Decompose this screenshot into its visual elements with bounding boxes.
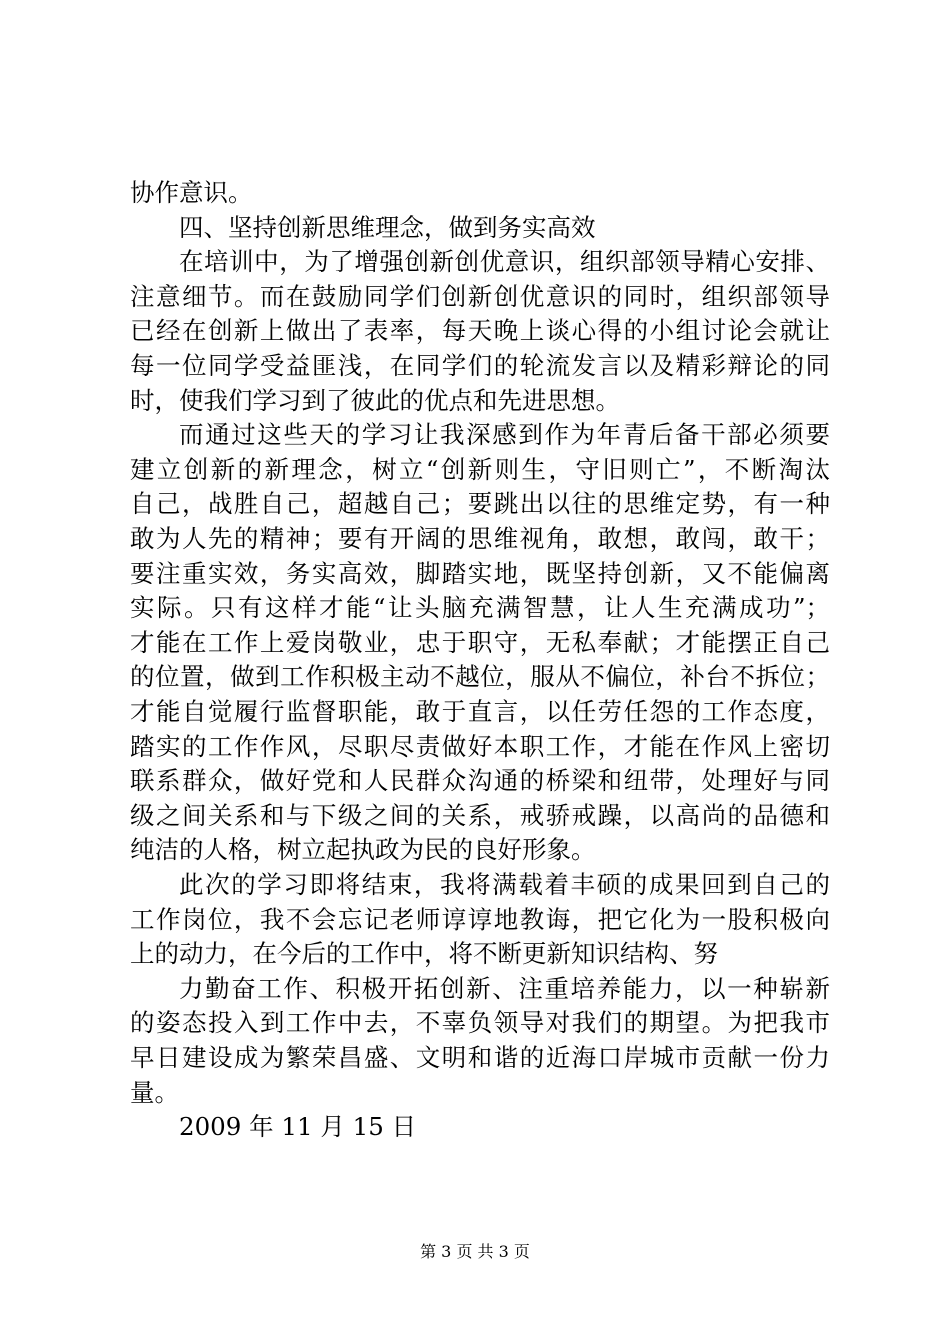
text-line: 才能在工作上爱岗敬业，忠于职守，无私奉献；才能摆正自己	[130, 627, 830, 657]
text-line: 协作意识。	[130, 178, 253, 207]
text-line: 才能自觉履行监督职能，敢于直言，以任劳任怨的工作态度，	[130, 697, 830, 726]
text-line: 建立创新的新理念，树立“创新则生，守旧则亡”，不断淘汰	[130, 454, 830, 484]
text-line: 的位置，做到工作积极主动不越位，服从不偏位，补台不拆位；	[130, 662, 830, 692]
text-line: 联系群众，做好党和人民群众沟通的桥梁和纽带，处理好与同	[130, 766, 830, 796]
text-line: 2009 年 11 月 15 日	[179, 1112, 417, 1142]
text-line: 注意细节。而在鼓励同学们创新创优意识的同时，组织部领导	[130, 281, 830, 311]
text-line: 自己，战胜自己，超越自己；要跳出以往的思维定势，有一种	[130, 489, 830, 519]
text-line: 上的动力，在今后的工作中，将不断更新知识结构、努	[130, 939, 718, 969]
text-line: 而通过这些天的学习让我深感到作为年青后备干部必须要	[179, 420, 830, 450]
text-line: 在培训中，为了增强创新创优意识，组织部领导精心安排、	[179, 247, 830, 277]
text-line: 要注重实效，务实高效，脚踏实地，既坚持创新，又不能偏离	[130, 558, 830, 588]
text-line: 每一位同学受益匪浅，在同学们的轮流发言以及精彩辩论的同	[130, 351, 830, 380]
text-line: 级之间关系和与下级之间的关系，戒骄戒躁，以高尚的品德和	[130, 800, 830, 830]
text-line: 已经在创新上做出了表率，每天晚上谈心得的小组讨论会就让	[130, 316, 830, 346]
text-line: 敢为人先的精神；要有开阔的思维视角，敢想，敢闯，敢干；	[130, 524, 830, 553]
text-line: 实际。只有这样才能“让头脑充满智慧，让人生充满成功”；	[130, 593, 830, 623]
text-line: 时，使我们学习到了彼此的优点和先进思想。	[130, 385, 620, 415]
text-line: 量。	[130, 1077, 179, 1107]
text-line: 四、坚持创新思维理念，做到务实高效	[179, 212, 596, 242]
text-line: 踏实的工作作风，尽职尽责做好本职工作，才能在作风上密切	[130, 731, 830, 761]
text-line: 纯洁的人格，树立起执政为民的良好形象。	[130, 835, 596, 865]
text-line: 的姿态投入到工作中去，不辜负领导对我们的期望。为把我市	[130, 1008, 830, 1038]
text-line: 工作岗位，我不会忘记老师谆谆地教诲，把它化为一股积极向	[130, 904, 830, 934]
text-line: 早日建设成为繁荣昌盛、文明和谐的近海口岸城市贡献一份力	[130, 1043, 830, 1072]
text-line: 此次的学习即将结束，我将满载着丰硕的成果回到自己的	[179, 870, 830, 899]
page-footer: 第 3 页 共 3 页	[420, 1242, 530, 1261]
text-line: 力勤奋工作、积极开拓创新、注重培养能力，以一种崭新	[179, 973, 830, 1003]
